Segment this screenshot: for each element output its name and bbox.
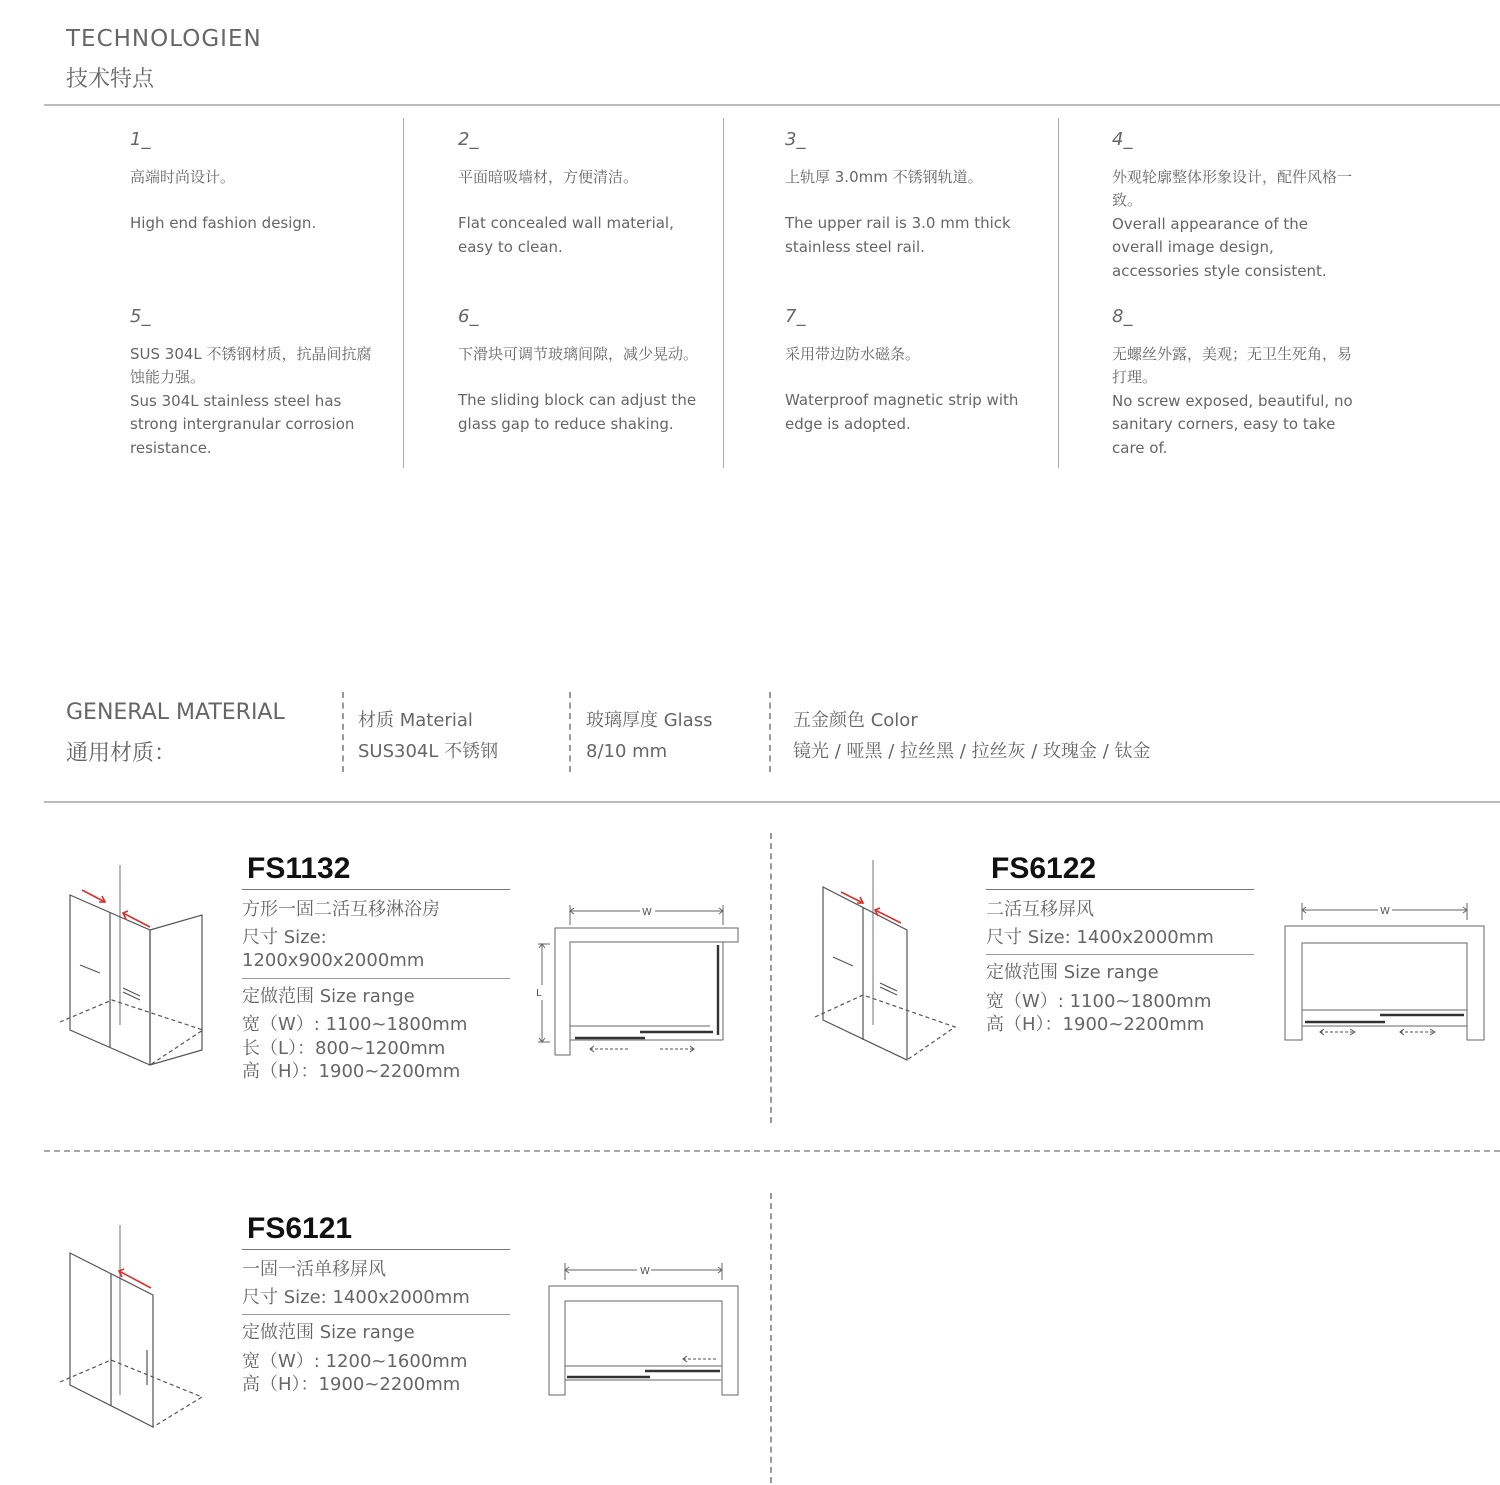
range-length: 长（L）：800~1200mm <box>242 1037 446 1059</box>
product-divider-line <box>986 889 1254 890</box>
product-divider <box>770 833 772 1123</box>
feature-item-5 <box>130 305 380 460</box>
feature-text-en: Sus 304L stainless steel has strong intergranular corrosion resistance. <box>130 391 355 457</box>
fs6122-perspective-illustration <box>805 855 965 1065</box>
material-divider <box>569 692 571 772</box>
size-range-label: 定做范围 Size range <box>986 962 1159 983</box>
material-divider <box>769 692 771 772</box>
product-info <box>986 889 1254 1037</box>
color-value: 镜光 / 哑黑 / 拉丝黑 / 拉丝灰 / 玫瑰金 / 钛金 <box>793 741 1151 762</box>
product-size: 尺寸 Size: 1400x2000mm <box>242 1286 470 1308</box>
feature-text-zh: 上轨厚 3.0mm 不锈钢轨道。 <box>785 167 983 186</box>
product-code: FS6121 <box>247 1212 353 1245</box>
color-column <box>793 705 1151 767</box>
material-column <box>358 705 498 767</box>
product-divider-line <box>242 978 510 979</box>
feature-text-en: The sliding block can adjust the glass gap to reduce shaking. <box>458 391 697 433</box>
section-title-zh: 技术特点 <box>66 67 155 92</box>
general-material-title-en: GENERAL MATERIAL <box>66 700 285 725</box>
feature-text-zh: SUS 304L 不锈钢材质，抗晶间抗腐蚀能力强。 <box>130 344 372 386</box>
feature-text-en: Flat concealed wall material, easy to clean. <box>458 214 674 256</box>
product-divider <box>44 1150 1500 1152</box>
feature-item-2 <box>458 128 708 259</box>
material-label: 材质 Material <box>358 710 473 731</box>
product-info <box>242 889 510 1084</box>
feature-text-zh: 下滑块可调节玻璃间隙，减少晃动。 <box>458 344 699 363</box>
material-divider <box>342 692 344 772</box>
range-width: 宽（W）: 1100~1800mm <box>986 990 1212 1012</box>
feature-item-6 <box>458 305 708 436</box>
product-code: FS6122 <box>991 852 1097 885</box>
size-range-label: 定做范围 Size range <box>242 1322 415 1343</box>
width-dimension-label: W <box>642 907 652 918</box>
feature-item-1 <box>130 128 380 236</box>
feature-item-4 <box>1112 128 1362 283</box>
material-value: SUS304L 不锈钢 <box>358 741 499 762</box>
column-divider <box>723 118 724 468</box>
feature-number: 8_ <box>1112 306 1133 327</box>
product-divider-line <box>242 1249 510 1250</box>
feature-number: 2_ <box>458 129 479 150</box>
width-dimension-label: W <box>1380 906 1390 917</box>
feature-text-zh: 平面暗吸墙材，方便清洁。 <box>458 167 639 186</box>
column-divider <box>1058 118 1059 468</box>
header-divider <box>44 104 1500 106</box>
product-divider-line <box>242 1314 510 1315</box>
feature-item-3 <box>785 128 1035 259</box>
product-name: 一固一活单移屏风 <box>242 1259 386 1280</box>
product-name: 方形一固二活互移淋浴房 <box>242 899 440 920</box>
fs1132-plan-drawing <box>530 900 745 1070</box>
feature-item-7 <box>785 305 1035 436</box>
column-divider <box>403 118 404 468</box>
fs1132-perspective-illustration <box>55 860 215 1075</box>
product-divider-line <box>242 889 510 890</box>
product-size: 尺寸 Size: 1200x900x2000mm <box>242 926 425 971</box>
material-divider-line <box>44 801 1500 803</box>
feature-item-8 <box>1112 305 1362 460</box>
fs6121-plan-drawing <box>545 1258 745 1403</box>
feature-number: 7_ <box>785 306 806 327</box>
feature-number: 6_ <box>458 306 479 327</box>
feature-text-zh: 采用带边防水磁条。 <box>785 344 921 363</box>
fs6121-perspective-illustration <box>55 1220 215 1430</box>
range-height: 高（H）：1900~2200mm <box>986 1014 1205 1035</box>
feature-text-en: Waterproof magnetic strip with edge is adopted. <box>785 391 1019 433</box>
feature-text-en: High end fashion design. <box>130 214 317 232</box>
feature-text-zh: 高端时尚设计。 <box>130 167 236 186</box>
product-code: FS1132 <box>247 852 351 885</box>
feature-text-en: No screw exposed, beautiful, no sanitary corners, easy to take care of. <box>1112 391 1353 457</box>
color-label: 五金颜色 Color <box>793 710 918 731</box>
section-title-en: TECHNOLOGIEN <box>66 26 262 52</box>
width-dimension-label: W <box>640 1266 650 1277</box>
feature-number: 1_ <box>130 129 151 150</box>
feature-text-en: Overall appearance of the overall image design, accessories style consistent. <box>1112 214 1327 280</box>
feature-text-zh: 无螺丝外露，美观；无卫生死角，易打理。 <box>1112 344 1353 386</box>
range-width: 宽（W）: 1200~1600mm <box>242 1350 468 1372</box>
product-divider <box>770 1193 772 1483</box>
general-material-title-zh: 通用材质： <box>66 741 177 766</box>
feature-number: 3_ <box>785 129 806 150</box>
feature-text-en: The upper rail is 3.0 mm thick stainless steel rail. <box>785 214 1011 256</box>
range-width: 宽（W）: 1100~1800mm <box>242 1014 468 1035</box>
size-range-label: 定做范围 Size range <box>242 985 415 1007</box>
range-height: 高（H）：1900~2200mm <box>242 1374 461 1395</box>
glass-value: 8/10 mm <box>586 741 668 762</box>
length-dimension-label: L <box>536 988 542 999</box>
fs6122-plan-drawing <box>1280 898 1490 1048</box>
product-divider-line <box>986 954 1254 955</box>
glass-label: 玻璃厚度 Glass <box>586 710 713 731</box>
feature-text-zh: 外观轮廓整体形象设计，配件风格一致。 <box>1112 167 1353 209</box>
product-size: 尺寸 Size: 1400x2000mm <box>986 926 1214 948</box>
product-info <box>242 1249 510 1397</box>
range-height: 高（H）：1900~2200mm <box>242 1061 461 1082</box>
feature-number: 4_ <box>1112 129 1133 150</box>
product-name: 二活互移屏风 <box>986 899 1094 920</box>
feature-number: 5_ <box>130 306 151 327</box>
glass-column <box>586 705 712 767</box>
